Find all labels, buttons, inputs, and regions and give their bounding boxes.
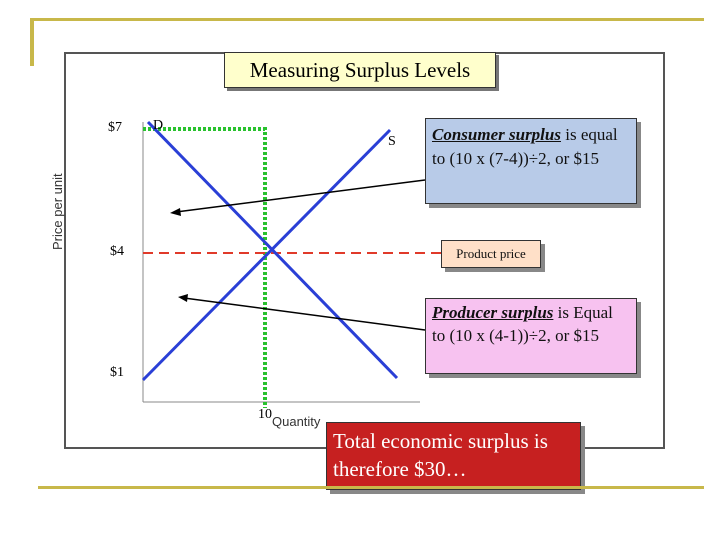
producer-surplus-box [425,298,637,374]
total-surplus-box: Total economic surplus is therefore $30… [326,422,581,490]
y-tick-7: $7 [108,120,122,135]
decor-bottom-line [38,486,704,489]
consumer-surplus-text: is equal to (10 x (7-4))÷2, or $15 [432,125,618,168]
consumer-surplus-box [425,118,637,204]
y-tick-1: $1 [110,365,124,380]
x-tick-10: 10 [258,407,272,422]
consumer-arrowhead [170,208,181,216]
diagram-title: Measuring Surplus Levels [224,52,496,88]
supply-label: S [388,134,396,149]
producer-arrow [184,298,425,330]
y-axis-label: Price per unit [50,173,65,250]
producer-surplus-term: Producer surplus [432,303,554,322]
quantity-guide-line [143,129,265,408]
consumer-surplus-term: Consumer surplus [432,125,561,144]
demand-label: D [153,118,164,133]
y-tick-4: $4 [110,244,124,259]
producer-arrowhead [178,294,188,302]
producer-surplus-text: is Equal to (10 x (4-1))÷2, or $15 [432,303,613,345]
consumer-arrow [176,180,425,212]
product-price-box: Product price [441,240,541,268]
x-axis-label: Quantity [272,414,321,429]
